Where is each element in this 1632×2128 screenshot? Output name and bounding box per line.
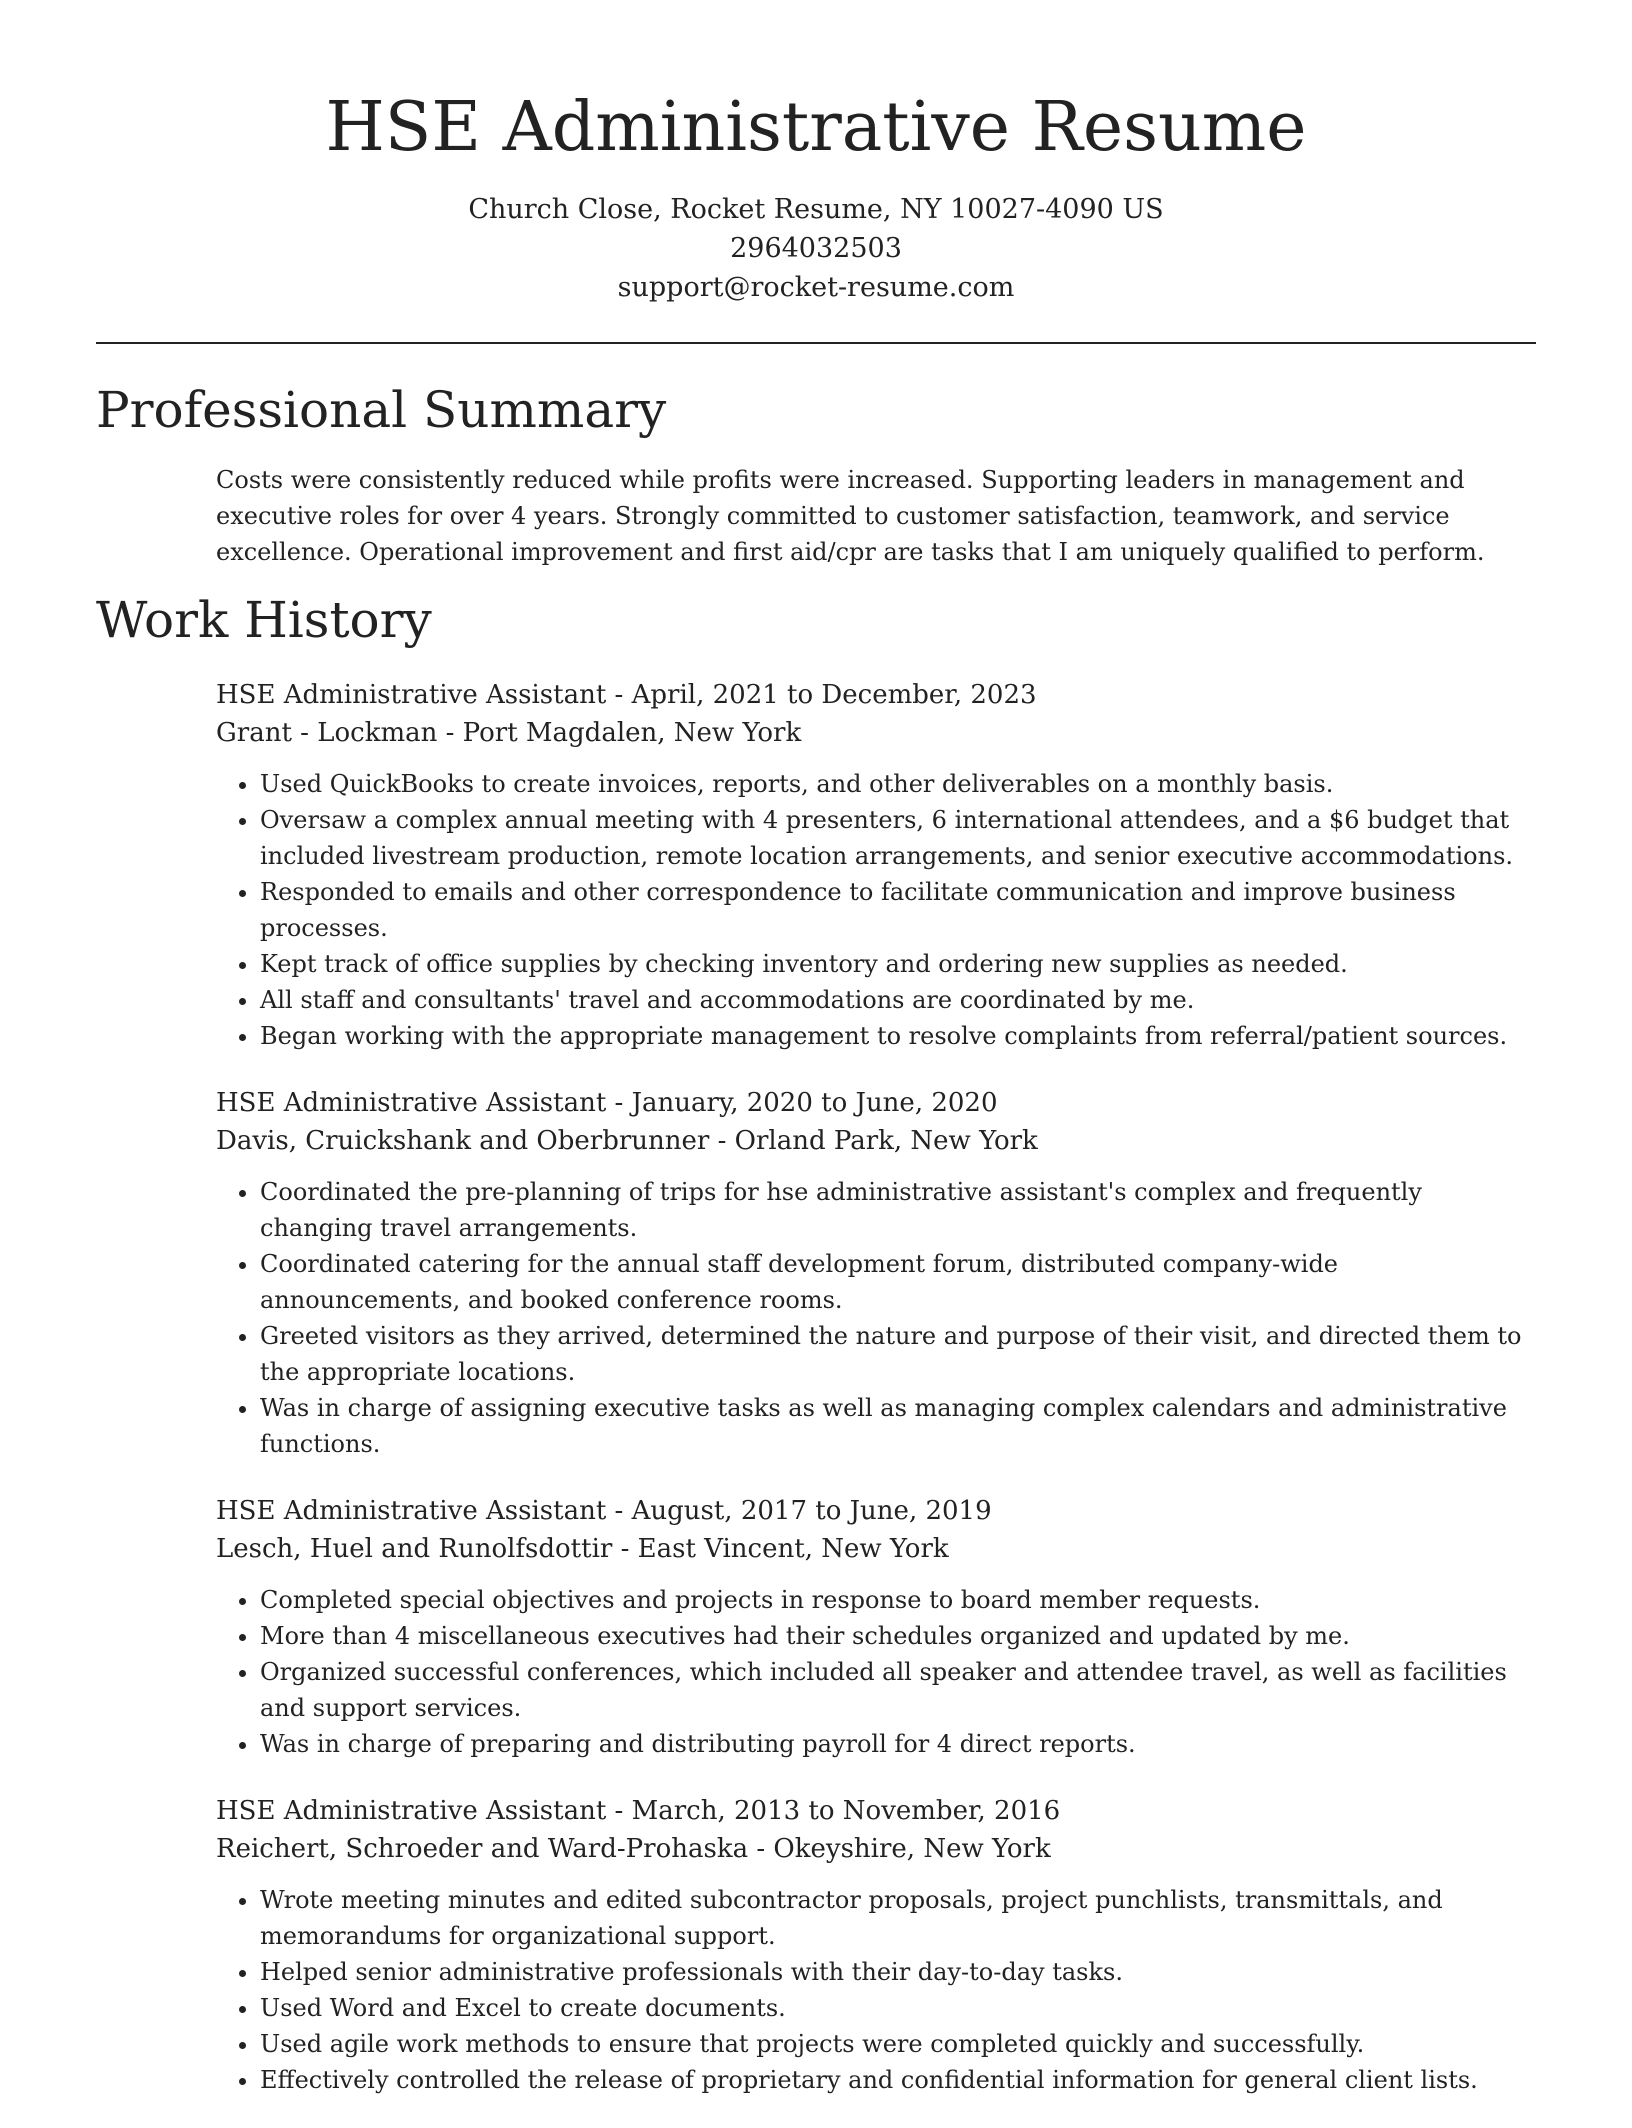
job-bullet: • Organized successful conferences, which included all speaker and attendee travel, as well as facilities and support services. bbox=[260, 1654, 1536, 1726]
job-role-line bbox=[216, 1792, 1536, 1830]
job-entry bbox=[216, 1792, 1536, 2098]
job-bullets bbox=[216, 766, 1536, 1054]
summary-heading: Professional Summary bbox=[96, 381, 667, 439]
job-bullet: • More than 4 miscellaneous executives had their schedules organized and updated by me. bbox=[260, 1618, 1536, 1654]
job-bullet: • Responded to emails and other correspondence to facilitate communication and improve business processes. bbox=[260, 874, 1536, 946]
job-company: Grant - Lockman bbox=[216, 718, 438, 748]
job-entry bbox=[216, 676, 1536, 1054]
work-history-list bbox=[216, 676, 1536, 2128]
resume-title: HSE Administrative Resume bbox=[325, 88, 1307, 167]
job-location: East Vincent, New York bbox=[637, 1534, 949, 1564]
job-bullet: • Used QuickBooks to create invoices, reports, and other deliverables on a monthly basis. bbox=[260, 766, 1536, 802]
job-location: Okeyshire, New York bbox=[773, 1834, 1051, 1864]
contact-phone: 2964032503 bbox=[730, 233, 902, 264]
separator: - bbox=[437, 718, 463, 748]
job-company-line bbox=[216, 1830, 1536, 1868]
job-bullet: • Used agile work methods to ensure that projects were completed quickly and successfully. bbox=[260, 2026, 1536, 2062]
separator: - bbox=[606, 1088, 632, 1118]
job-role: HSE Administrative Assistant bbox=[216, 680, 607, 710]
job-dates: August, 2017 to June, 2019 bbox=[631, 1496, 992, 1526]
job-bullet: • Completed special objectives and projects in response to board member requests. bbox=[260, 1582, 1536, 1618]
job-company: Lesch, Huel and Runolfsdottir bbox=[216, 1534, 613, 1564]
job-company-line bbox=[216, 1530, 1536, 1568]
job-role: HSE Administrative Assistant bbox=[216, 1496, 607, 1526]
job-company-line bbox=[216, 1122, 1536, 1160]
job-dates: January, 2020 to June, 2020 bbox=[631, 1088, 998, 1118]
separator: - bbox=[748, 1834, 774, 1864]
job-role: HSE Administrative Assistant bbox=[216, 1796, 607, 1826]
job-role-line bbox=[216, 676, 1536, 714]
separator: - bbox=[709, 1126, 735, 1156]
job-location: Orland Park, New York bbox=[734, 1126, 1038, 1156]
summary-text: Costs were consistently reduced while profits were increased. Supporting leaders in management and executive roles for over 4 years. Strongly committed to customer satisfaction, teamwork, and service excellence. Operational improvement and first aid/cpr are tasks that I am uniquely qualified to perform. bbox=[216, 466, 1485, 566]
job-bullet: • Greeted visitors as they arrived, determined the nature and purpose of their visit, and directed them to the appropriate locations. bbox=[260, 1318, 1536, 1390]
job-entry bbox=[216, 1084, 1536, 1462]
job-dates: April, 2021 to December, 2023 bbox=[631, 680, 1037, 710]
job-dates: March, 2013 to November, 2016 bbox=[631, 1796, 1061, 1826]
work-history-heading: Work History bbox=[96, 591, 432, 649]
separator: - bbox=[606, 1496, 632, 1526]
job-role-line bbox=[216, 1492, 1536, 1530]
job-bullet: • Was in charge of preparing and distributing payroll for 4 direct reports. bbox=[260, 1726, 1536, 1762]
job-bullets bbox=[216, 1882, 1536, 2098]
separator: - bbox=[606, 680, 632, 710]
job-bullet: • Oversaw a complex annual meeting with 4 presenters, 6 international attendees, and a $6 budget that included livestream production, remote location arrangements, and senior executive accommodations. bbox=[260, 802, 1536, 874]
job-company: Reichert, Schroeder and Ward-Prohaska bbox=[216, 1834, 749, 1864]
job-bullet: • Wrote meeting minutes and edited subcontractor proposals, project punchlists, transmittals, and memorandums for organizational support. bbox=[260, 1882, 1536, 1954]
resume-header bbox=[0, 0, 1632, 307]
contact-address: Church Close, Rocket Resume, NY 10027-4090 US bbox=[468, 194, 1164, 225]
job-bullets bbox=[216, 1582, 1536, 1762]
job-bullet: • Began working with the appropriate management to resolve complaints from referral/patient sources. bbox=[260, 1018, 1536, 1054]
job-bullets bbox=[216, 1174, 1536, 1462]
job-company-line bbox=[216, 714, 1536, 752]
header-divider bbox=[96, 342, 1536, 344]
job-role: HSE Administrative Assistant bbox=[216, 1088, 607, 1118]
job-company: Davis, Cruickshank and Oberbrunner bbox=[216, 1126, 710, 1156]
job-bullet: • Used Word and Excel to create documents. bbox=[260, 1990, 1536, 2026]
separator: - bbox=[606, 1796, 632, 1826]
job-bullet: • Effectively controlled the release of proprietary and confidential information for general client lists. bbox=[260, 2062, 1536, 2098]
job-bullet: • Coordinated catering for the annual staff development forum, distributed company-wide announcements, and booked conference rooms. bbox=[260, 1246, 1536, 1318]
separator: - bbox=[612, 1534, 638, 1564]
job-location: Port Magdalen, New York bbox=[462, 718, 802, 748]
job-bullet: • Kept track of office supplies by checking inventory and ordering new supplies as needed. bbox=[260, 946, 1536, 982]
job-bullet: • All staff and consultants' travel and accommodations are coordinated by me. bbox=[260, 982, 1536, 1018]
contact-email: support@rocket-resume.com bbox=[617, 272, 1015, 303]
job-entry bbox=[216, 1492, 1536, 1762]
contact-info bbox=[0, 190, 1632, 307]
job-bullet: • Was in charge of assigning executive tasks as well as managing complex calendars and administrative functions. bbox=[260, 1390, 1536, 1462]
job-bullet: • Helped senior administrative professionals with their day-to-day tasks. bbox=[260, 1954, 1536, 1990]
job-role-line bbox=[216, 1084, 1536, 1122]
job-bullet: • Coordinated the pre-planning of trips for hse administrative assistant's complex and frequently changing travel arrangements. bbox=[260, 1174, 1536, 1246]
